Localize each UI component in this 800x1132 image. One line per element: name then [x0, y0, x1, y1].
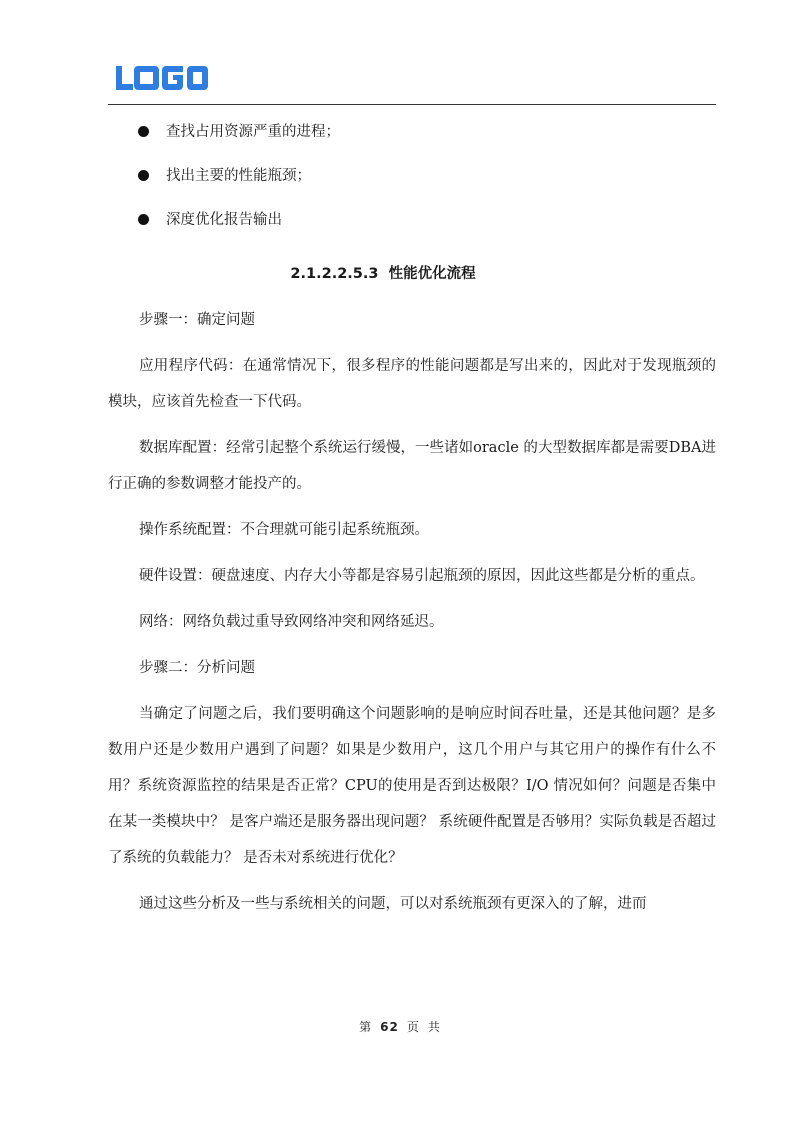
list-item	[108, 110, 716, 154]
paragraph-app-code: 应用程序代码：在通常情况下，很多程序的性能问题都是写出来的，因此对于发现瓶颈的模块，应该首先检查一下代码。	[108, 358, 716, 410]
bullet-list	[108, 110, 716, 242]
footer-unit: 页	[406, 1020, 420, 1034]
bullet-icon	[138, 170, 149, 181]
step-one-title: 步骤一：确定问题	[139, 312, 255, 328]
footer-suffix: 共	[427, 1020, 441, 1034]
paragraph-os: 操作系统配置：不合理就可能引起系统瓶颈。	[139, 522, 429, 538]
page-footer	[0, 1018, 800, 1035]
page-number: 62	[380, 1020, 399, 1034]
logo-icon	[116, 64, 208, 94]
page-content	[108, 110, 716, 912]
body-text	[108, 302, 716, 932]
list-item	[108, 154, 716, 198]
list-item-text: 查找占用资源严重的进程；	[166, 124, 340, 140]
bullet-icon	[138, 126, 149, 137]
paragraph-hardware: 硬件设置：硬盘速度、内存大小等都是容易引起瓶颈的原因，因此这些都是分析的重点。	[139, 568, 705, 584]
section-heading	[108, 254, 716, 294]
paragraph-network: 网络：网络负载过重导致网络冲突和网络延迟。	[139, 614, 444, 630]
paragraph-database: 数据库配置：经常引起整个系统运行缓慢，一些诸如oracle 的大型数据库都是需要DBA进行正确的参数调整才能投产的。	[108, 440, 716, 492]
list-item-text: 深度优化报告输出	[166, 212, 282, 228]
section-heading-text: 2.1.2.2.5.3 性能优化流程	[290, 266, 476, 282]
paragraph-analysis: 当确定了问题之后，我们要明确这个问题影响的是响应时间吞吐量，还是其他问题？是多数用户还是少数用户遇到了问题？如果是少数用户，这几个用户与其它用户的操作有什么不用？系统资源监控的结果是否正常？CPU的使用是否到达极限？I/O 情况如何？问题是否集中在某一类模块中？ 是客户端还是服务器出现问题？ 系统硬件配置是否够用？实际负载是否超过了系统的负载能力？ 是否未对系统进行优化？	[108, 706, 716, 866]
step-two-title: 步骤二：分析问题	[139, 660, 255, 676]
list-item	[108, 198, 716, 242]
bullet-icon	[138, 214, 149, 225]
list-item-text: 找出主要的性能瓶颈；	[166, 168, 311, 184]
header-divider	[108, 104, 716, 105]
logo	[116, 64, 208, 94]
paragraph-conclusion: 通过这些分析及一些与系统相关的问题，可以对系统瓶颈有更深入的了解，进而	[139, 896, 647, 912]
footer-prefix: 第	[359, 1020, 373, 1034]
